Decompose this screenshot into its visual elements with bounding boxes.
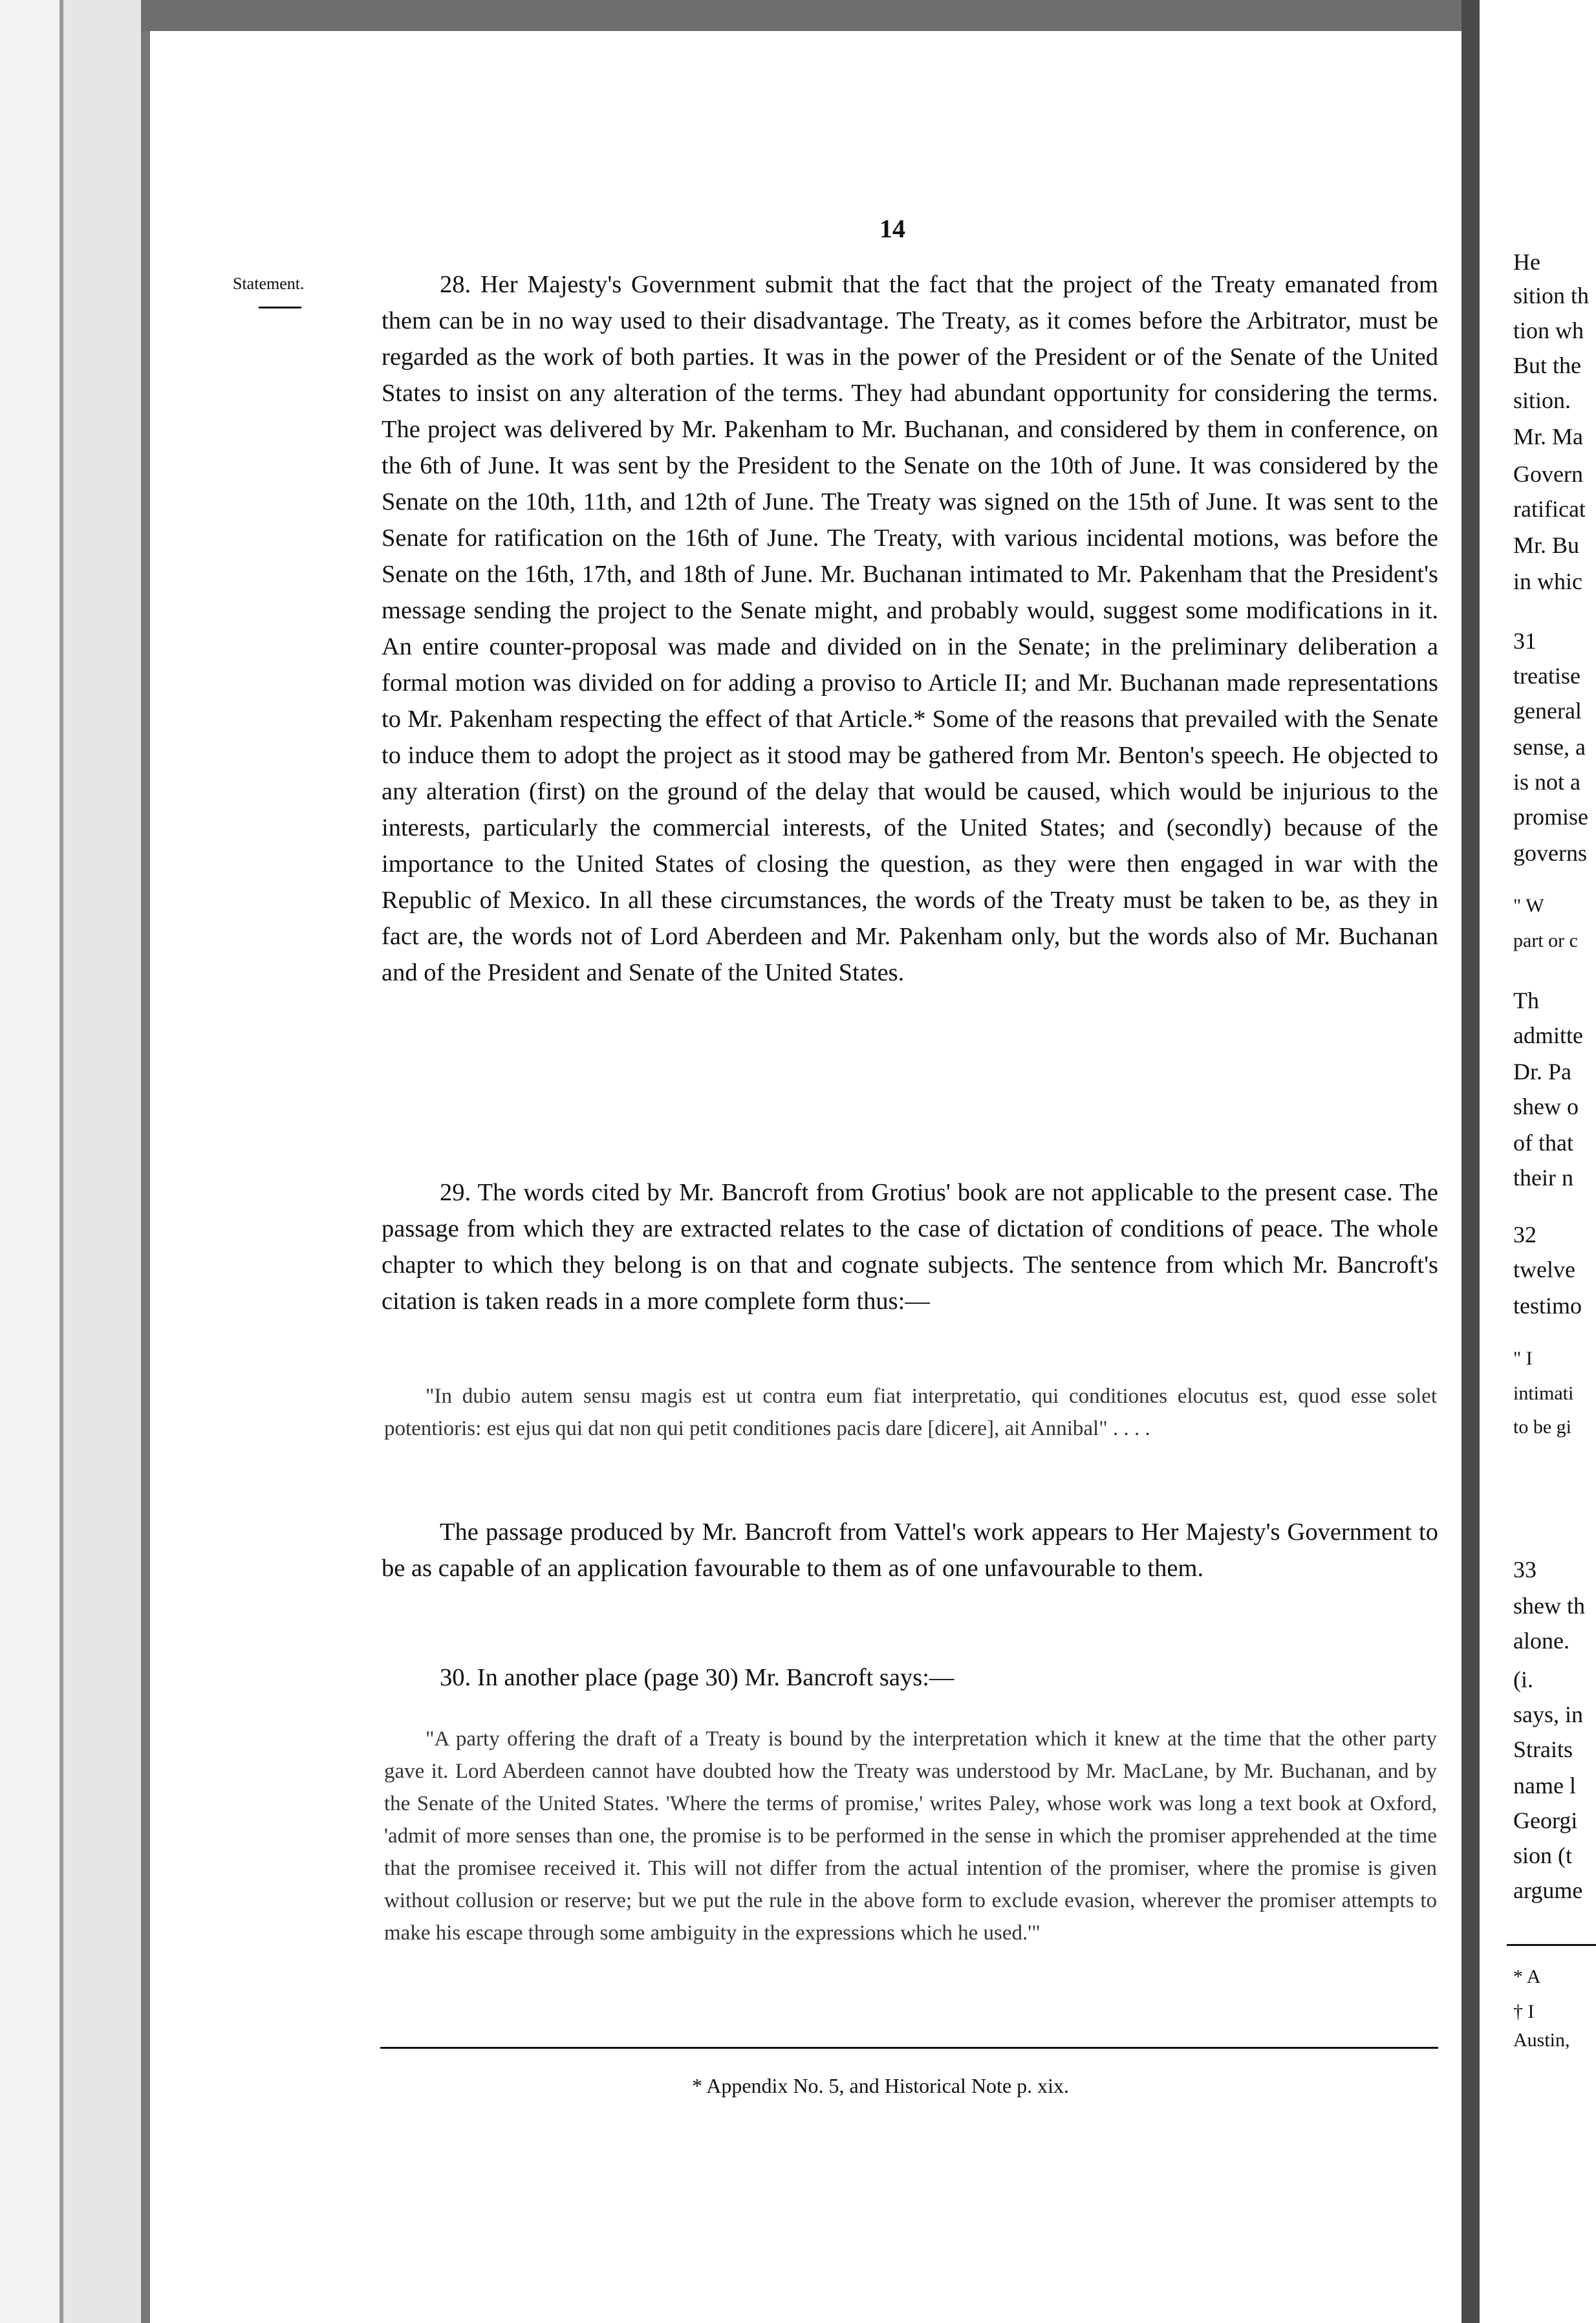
margin-note-rule	[259, 307, 301, 308]
footnote-rule	[380, 2047, 1438, 2049]
facing-line: Mr. Bu	[1513, 532, 1580, 558]
facing-line: tion wh	[1513, 318, 1584, 343]
quote-text: "In dubio autem sensu magis est ut contra eum fiat interpretatio, qui conditiones elocutus est, quod esse solet potentioris: est ejus qui dat non qui petit conditiones pacis dare [dicere], ait Annibal" . . . .	[384, 1385, 1437, 1440]
paragraph-29	[382, 1174, 1438, 1319]
facing-line: sition th	[1513, 283, 1590, 308]
paragraph-30	[382, 1659, 1438, 1696]
facing-line: name l	[1513, 1773, 1576, 1799]
facing-line: 31	[1513, 628, 1537, 654]
facing-line: testimo	[1513, 1293, 1582, 1319]
facing-line: " W	[1513, 895, 1544, 916]
paragraph-vattel	[382, 1514, 1438, 1586]
facing-line: Austin,	[1513, 2029, 1570, 2051]
facing-line: admitte	[1513, 1022, 1583, 1048]
facing-line: is not a	[1513, 769, 1580, 795]
facing-line: intimati	[1513, 1383, 1574, 1404]
facing-line: argume	[1513, 1877, 1583, 1903]
paragraph-text: The passage produced by Mr. Bancroft from Vattel's work appears to Her Majesty's Government to be as capable of an application favourable to them as of one unfavourable to them.	[382, 1518, 1438, 1582]
facing-line: ratificat	[1513, 496, 1586, 522]
facing-line: Straits	[1513, 1736, 1573, 1762]
facing-line: sion (t	[1513, 1842, 1573, 1868]
page-number: 14	[879, 214, 905, 243]
facing-line: He	[1513, 249, 1540, 275]
facing-line: 33	[1513, 1557, 1537, 1583]
facing-line: shew o	[1513, 1094, 1579, 1119]
facing-line: of that	[1513, 1130, 1573, 1156]
paragraph-text: 28. Her Majesty's Government submit that the fact that the project of the Treaty emanated from them can be in no way used to their disadvantage. The Treaty, as it comes before the Arbitrator, must be regarded as the work of both parties. It was in the power of the President or of the Senate of the United States to insist on any alteration of the terms. They had abundant opportunity for considering the terms. The project was delivered by Mr. Pakenham to Mr. Buchanan, and considered by them in conference, on the 6th of June. It was sent by the President to the Senate on the 10th of June. It was considered by the Senate on the 10th, 11th, and 12th of June. The Treaty was signed on the 15th of June. It was sent to the Senate for ratification on the 16th of June. The Treaty, with various incidental motions, was before the Senate on the 16th, 17th, and 18th of June. Mr. Buchanan intimated to Mr. Pakenham that the President's message sending the project to the Senate might, and probably would, suggest some modifications in it. An entire counter-proposal was made and divided on in the Senate; in the preliminary deliberation a formal motion was divided on for adding a proviso to Article II; and Mr. Buchanan made representations to Mr. Pakenham respecting the effect of that Article.* Some of the reasons that prevailed with the Senate to induce them to adopt the project as it stood may be gathered from Mr. Benton's speech. He objected to any alteration (first) on the ground of the delay that would be caused, which would be injurious to the interests, particularly the commercial interests, of the United States; and (secondly) because of the importance to the United States of closing the question, as they were then engaged in war with the Republic of Mexico. In all these circumstances, the words of the Treaty must be taken to be, as they in fact are, the words not of Lord Aberdeen and Mr. Pakenham only, but the words also of Mr. Buchanan and of the President and Senate of the United States.	[382, 271, 1438, 986]
facing-line: general	[1513, 698, 1582, 724]
page-top-edge	[141, 0, 1480, 31]
facing-line: Mr. Ma	[1513, 424, 1583, 449]
quote-bancroft	[384, 1723, 1437, 1949]
paragraph-28	[382, 266, 1438, 991]
facing-line: 32	[1513, 1222, 1537, 1248]
facing-line: (i.	[1513, 1667, 1533, 1692]
facing-line: to be gi	[1513, 1416, 1571, 1438]
facing-page	[1487, 0, 1596, 2323]
paragraph-text: 30. In another place (page 30) Mr. Bancroft says:—	[440, 1664, 954, 1691]
facing-line: says, in	[1513, 1702, 1583, 1727]
facing-line: promise	[1513, 804, 1588, 830]
facing-line: part or c	[1513, 930, 1578, 951]
facing-line: * A	[1513, 1966, 1541, 1987]
facing-line: Georgi	[1513, 1808, 1578, 1833]
paragraph-text: 29. The words cited by Mr. Bancroft from Grotius' book are not applicable to the present case. The passage from which they are extracted relates to the case of dictation of conditions of peace. The whole chapter to which they belong is on that and cognate subjects. The sentence from which Mr. Bancroft's citation is taken reads in a more complete form thus:—	[382, 1179, 1438, 1315]
facing-line: " I	[1513, 1348, 1533, 1369]
facing-line: treatise	[1513, 663, 1580, 689]
facing-line: Govern	[1513, 461, 1583, 487]
facing-line: in whic	[1513, 568, 1582, 594]
facing-line: sition.	[1513, 387, 1571, 413]
facing-line: But the	[1513, 352, 1581, 378]
facing-line: alone.	[1513, 1628, 1569, 1654]
binding-spine	[63, 0, 150, 2323]
quote-text: "A party offering the draft of a Treaty is bound by the interpretation which it knew at the time that the other party gave it. Lord Aberdeen cannot have doubted how the Treaty was understood by Mr. MacLane, by Mr. Buchanan, and by the Senate of the United States. 'Where the terms of promise,' writes Paley, whose work was long a text book at Oxford, 'admit of more senses than one, the promise is to be performed in the sense in which the promiser apprehended at the time that the promisee received it. This will not differ from the actual intention of the promiser, where the promise is given without collusion or reserve; but we put the rule in the above form to exclude evasion, wherever the promiser attempts to make his escape through some ambiguity in the expressions which he used.'"	[384, 1727, 1437, 1945]
footnote: * Appendix No. 5, and Historical Note p. xix.	[692, 2074, 1070, 2097]
margin-note: Statement.	[233, 274, 305, 293]
quote-grotius	[384, 1380, 1437, 1445]
facing-line: twelve	[1513, 1257, 1575, 1282]
facing-line: their n	[1513, 1165, 1573, 1191]
facing-line: Dr. Pa	[1513, 1059, 1571, 1085]
facing-line: shew th	[1513, 1593, 1585, 1619]
facing-line: sense, a	[1513, 734, 1586, 760]
binding-left	[0, 0, 63, 2323]
facing-footnote-rule	[1507, 1944, 1596, 1946]
facing-line: † I	[1513, 2001, 1535, 2022]
page-gutter	[1461, 0, 1480, 2323]
facing-line: governs	[1513, 840, 1587, 866]
facing-line: Th	[1513, 988, 1539, 1013]
